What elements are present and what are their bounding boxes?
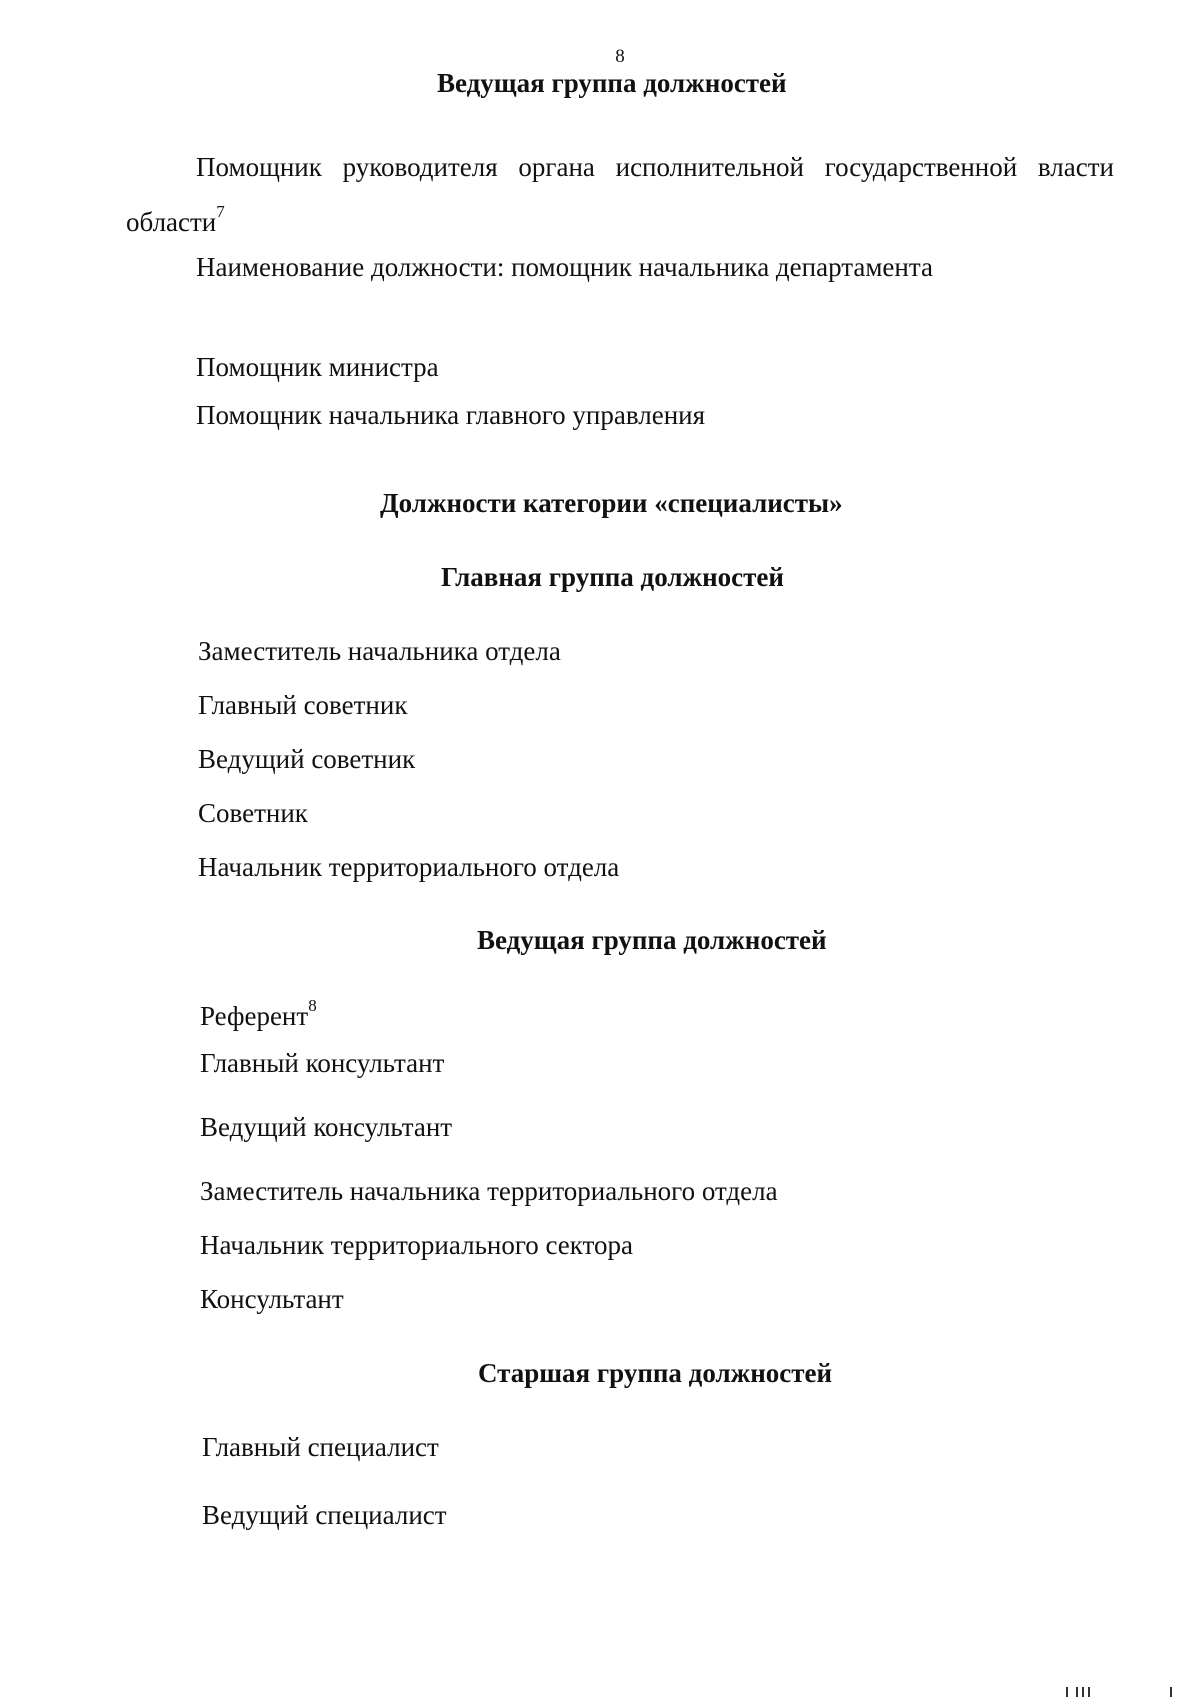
scan-artifact bbox=[1170, 1687, 1172, 1697]
section-heading-leading-group-2: Ведущая группа должностей bbox=[477, 925, 827, 955]
page-number: 8 bbox=[615, 46, 625, 67]
list-item: Заместитель начальника отдела bbox=[198, 636, 561, 666]
position-name-line: Наименование должности: помощник начальника департамента bbox=[196, 252, 933, 282]
paragraph-line-2: области$^7$ bbox=[126, 202, 225, 237]
list-item: Консультант bbox=[200, 1284, 344, 1314]
list-item: Ведущий специалист bbox=[202, 1500, 447, 1530]
list-item: Помощник министра bbox=[196, 352, 439, 382]
list-item: Референт$^8$ bbox=[200, 996, 317, 1031]
list-item: Главный специалист bbox=[202, 1432, 439, 1462]
scan-artifact bbox=[1066, 1687, 1068, 1697]
list-item: Главный консультант bbox=[200, 1048, 445, 1078]
list-item: Помощник начальника главного управления bbox=[196, 400, 706, 430]
scan-artifact bbox=[1088, 1687, 1090, 1697]
scan-artifact bbox=[1076, 1687, 1078, 1697]
list-item: Ведущий советник bbox=[198, 744, 416, 774]
scan-artifact bbox=[1082, 1687, 1084, 1697]
list-item: Начальник территориального отдела bbox=[198, 852, 620, 882]
footnote-marker-8: 8 bbox=[308, 996, 317, 1015]
list-item: Заместитель начальника территориального отдела bbox=[200, 1176, 778, 1206]
paragraph-line-1: Помощник руководителя органа исполнительной государственной власти bbox=[196, 152, 1114, 182]
footnote-marker-7: 7 bbox=[216, 202, 225, 221]
category-heading: Должности категории «специалисты» bbox=[380, 488, 843, 518]
list-item: Ведущий консультант bbox=[200, 1112, 453, 1142]
section-heading-main-group: Главная группа должностей bbox=[441, 562, 784, 592]
list-item: Главный советник bbox=[198, 690, 408, 720]
section-heading-senior-group: Старшая группа должностей bbox=[478, 1358, 833, 1388]
list-item: Советник bbox=[198, 798, 308, 828]
list-item: Начальник территориального сектора bbox=[200, 1230, 633, 1260]
section-heading-leading-group: Ведущая группа должностей bbox=[437, 68, 787, 98]
